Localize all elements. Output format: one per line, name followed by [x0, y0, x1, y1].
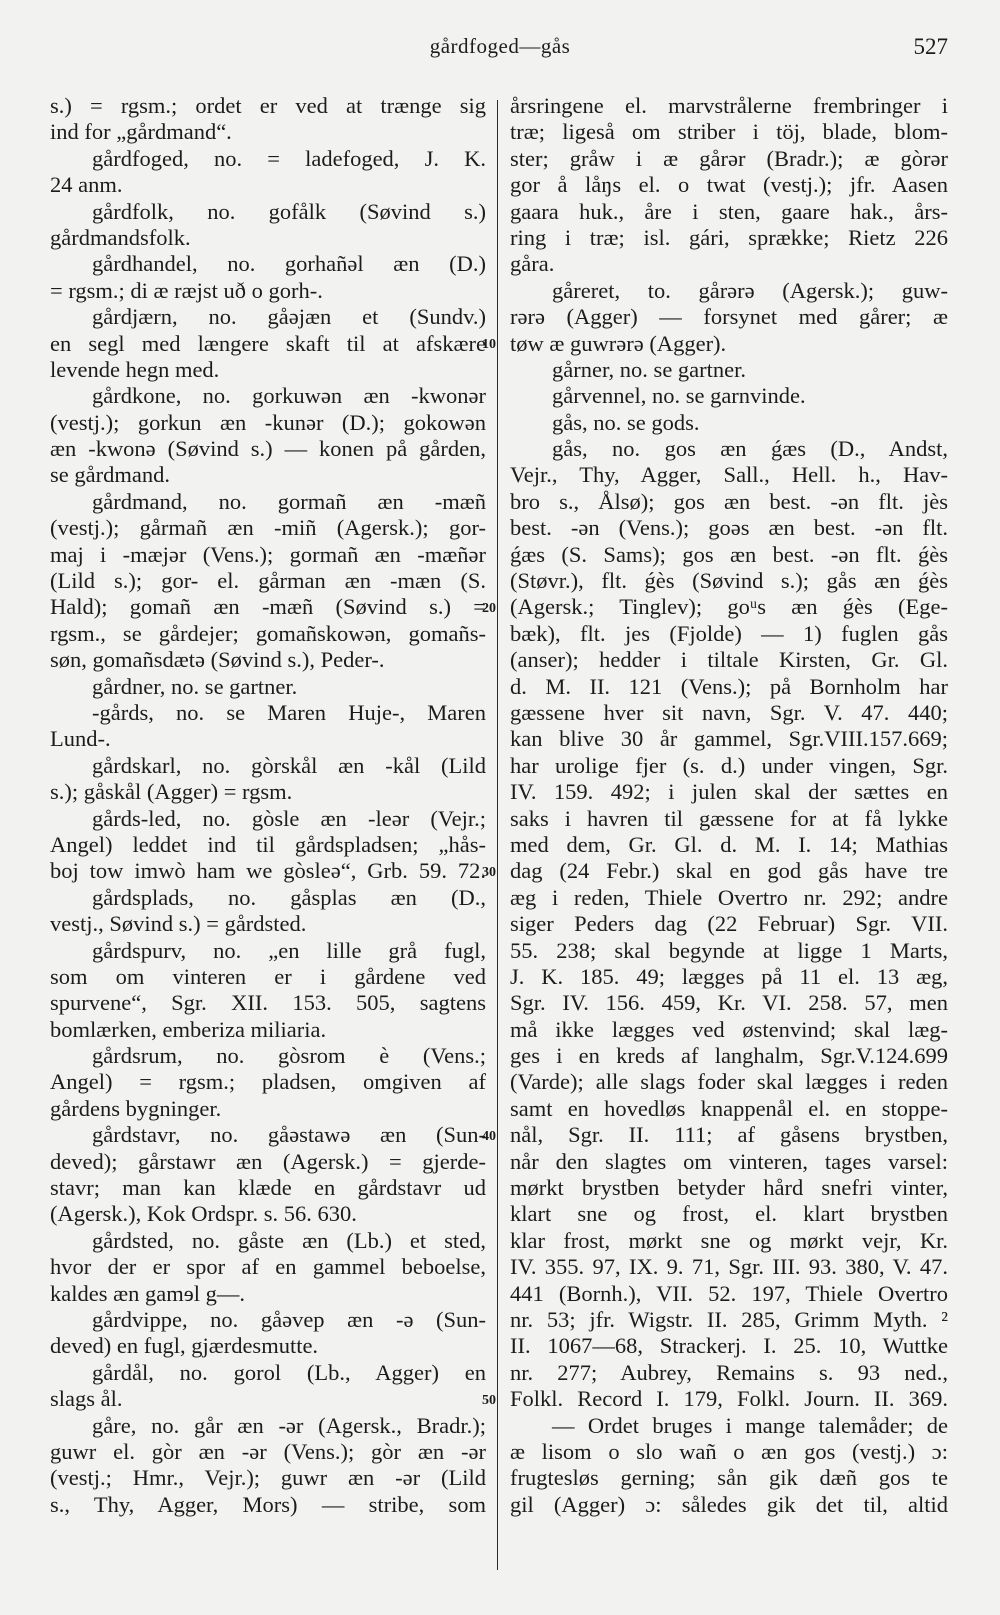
text-line: Angel) leddet ind til gårdspladsen; „hås-: [50, 831, 486, 857]
text-line: se gårdmand.: [50, 462, 170, 488]
text-line: = rgsm.; di æ ræjst uð o gorh-.: [50, 277, 323, 303]
text-line: årsringene el. marvstrålerne frembringer i: [510, 93, 948, 118]
text-line: IV. 355. 97, IX. 9. 71, Sgr. III. 93. 380, V. 47.: [510, 1254, 948, 1280]
line-number: 40: [482, 1128, 496, 1144]
text-line: gåra.: [510, 251, 555, 277]
text-line: gårdspurv, no. „en lille grå fugl,: [92, 937, 486, 963]
text-line: klar frost, mørkt sne og mørkt vejr, Kr.: [510, 1227, 948, 1253]
text-line: gårvennel, no. se garnvinde.: [552, 383, 806, 409]
text-line: saks i havren til gæssene for at få lykke: [510, 805, 948, 831]
text-line: gårdvippe, no. gåəvep æn -ə (Sun-: [92, 1306, 486, 1332]
text-line: nr. 277; Aubrey, Remains s. 93 ned.,: [510, 1359, 948, 1385]
text-line: hvor der er spor af en gammel beboelse,: [50, 1254, 486, 1280]
page-number: 527: [913, 34, 948, 59]
text-line: slags ål.: [50, 1386, 123, 1412]
text-line: (Agersk.; Tinglev); goᵘs æn ǵès (Ege-: [510, 594, 948, 620]
text-line: gårdmandsfolk.: [50, 224, 191, 250]
text-line: mørkt brystben betyder hård snefri vinter,: [510, 1175, 948, 1201]
text-line: deved); gårstawr æn (Agersk.) = gjerde-: [50, 1148, 486, 1174]
text-line: 24 anm.: [50, 172, 123, 198]
text-line: klart sne og frost, el. klart brystben: [510, 1201, 948, 1227]
text-line: gårdfolk, no. gofålk (Søvind s.): [92, 198, 486, 224]
text-line: gåre, no. går æn -ər (Agersk., Bradr.);: [92, 1412, 486, 1438]
text-line: vestj., Søvind s.) = gårdsted.: [50, 911, 307, 937]
text-line: har urolige fjer (s. d.) under vingen, Sgr.: [510, 752, 948, 778]
text-line: gårdjærn, no. gåəjæn et (Sundv.): [92, 304, 486, 330]
text-line: må ikke lægges ved østenvind; skal læg-: [510, 1016, 948, 1042]
text-line: (Varde); alle slags foder skal lægges i reden: [510, 1069, 948, 1095]
text-line: (vestj.; Hmr., Vejr.); guwr æn -ər (Lild: [50, 1465, 486, 1491]
text-line: en segl med længere skaft til at afskære: [50, 330, 486, 356]
text-line: gås, no. se gods.: [552, 409, 700, 435]
text-line: Folkl. Record I. 179, Folkl. Journ. II. 369.: [510, 1386, 948, 1412]
text-line: maj i -mæjər (Vens.); gormañ æn -mæñər: [50, 541, 486, 567]
text-line: frugtesløs gerning; sån gik dæñ gos te: [510, 1465, 948, 1491]
text-line: æn -kwonə (Søvind s.) — konen på gården,: [50, 436, 486, 462]
text-line: gårdskarl, no. gòrskål æn -kål (Lild: [92, 752, 486, 778]
text-line: rgsm., se gårdejer; gomañskowən, gomañs-: [50, 620, 486, 646]
text-line: samt en hovedløs knappenål el. en stoppe-: [510, 1095, 948, 1121]
text-line: gårdål, no. gorol (Lb., Agger) en: [92, 1359, 486, 1385]
right-column: [510, 93, 948, 1518]
text-line: æg i reden, Thiele Overtro nr. 292; andre: [510, 884, 948, 910]
text-line: guwr el. gòr æn -ər (Vens.); gòr æn -ər: [50, 1438, 486, 1464]
running-head: gårdfoged—gås: [429, 34, 571, 58]
text-line: gårdsted, no. gåste æn (Lb.) et sted,: [92, 1227, 486, 1253]
text-line: Hald); gomañ æn -mæñ (Søvind s.) =: [50, 594, 486, 620]
text-line: II. 1067—68, Strackerj. I. 25. 10, Wuttke: [510, 1333, 948, 1359]
text-line: bomlærken, emberiza miliaria.: [50, 1016, 327, 1042]
text-line: — Ordet bruges i mange talemåder; de: [552, 1412, 948, 1438]
text-line: Sgr. IV. 156. 459, Kr. VI. 258. 57, men: [510, 990, 948, 1016]
text-line: Angel) = rgsm.; pladsen, omgiven af: [50, 1069, 486, 1095]
text-line: (anser); hedder i tiltale Kirsten, Gr. Gl.: [510, 647, 948, 673]
text-line: Vejr., Thy, Agger, Sall., Hell. h., Hav-: [510, 462, 948, 488]
text-line: rərə (Agger) — forsynet med gårer; æ: [510, 304, 948, 330]
text-line: gaara huk., åre i sten, gaare hak., års-: [510, 198, 948, 224]
text-line: gårdsplads, no. gåsplas æn (D.,: [92, 884, 486, 910]
column-divider: [497, 100, 498, 1570]
text-line: gåreret, to. gårərə (Agersk.); guw-: [552, 277, 948, 303]
text-line: når den slagtes om vinteren, tages varsel:: [510, 1148, 948, 1174]
text-line: som om vinteren er i gårdene ved: [50, 963, 486, 989]
text-line: (Lild s.); gor- el. gårman æn -mæn (S.: [50, 568, 486, 594]
text-line: tøw æ guwrərə (Agger).: [510, 330, 727, 356]
text-line: ind for „gårdmand“.: [50, 119, 232, 145]
text-line: best. -ən (Vens.); goəs æn best. -ən flt.: [510, 515, 948, 541]
text-line: æ lisom o slo wañ o æn gos (vestj.) ɔ:: [510, 1438, 948, 1464]
text-line: dag (24 Febr.) skal en god gås have tre: [510, 858, 948, 884]
line-number: 30: [482, 864, 496, 880]
left-column: [50, 93, 486, 1518]
text-line: (Støvr.), flt. ǵès (Søvind s.); gås æn ǵès: [510, 568, 948, 594]
text-line: med dem, Gr. Gl. d. M. I. 14; Mathias: [510, 831, 948, 857]
line-number: 20: [482, 600, 496, 616]
line-number: 10: [482, 336, 496, 352]
text-line: gårdkone, no. gorkuwən æn -kwonər: [92, 383, 486, 409]
text-line: s.) = rgsm.; ordet er ved at trænge sig: [50, 93, 486, 118]
text-line: kan blive 30 år gammel, Sgr.VIII.157.669;: [510, 726, 948, 752]
text-line: gårdfoged, no. = ladefoged, J. K.: [92, 145, 486, 171]
line-number: 50: [482, 1392, 496, 1408]
text-line: træ; ligeså om striber i töj, blade, blom-: [510, 119, 948, 145]
text-line: gårdner, no. se gartner.: [92, 673, 298, 699]
text-line: (vestj.); gårmañ æn -miñ (Agersk.); gor-: [50, 515, 486, 541]
text-line: gårdstavr, no. gåəstawə æn (Sun-: [92, 1122, 486, 1148]
text-line: stavr; man kan klæde en gårdstavr ud: [50, 1175, 486, 1201]
text-line: gæssene hver sit navn, Sgr. V. 47. 440;: [510, 699, 948, 725]
text-line: deved) en fugl, gjærdesmutte.: [50, 1333, 319, 1359]
text-line: s.); gåskål (Agger) = rgsm.: [50, 779, 293, 805]
text-line: gås, no. gos æn ǵæs (D., Andst,: [552, 436, 948, 462]
text-line: gårdsrum, no. gòsrom è (Vens.;: [92, 1043, 486, 1069]
text-line: nål, Sgr. II. 111; af gåsens brystben,: [510, 1122, 948, 1148]
text-line: 441 (Bornh.), VII. 52. 197, Thiele Overtro: [510, 1280, 948, 1306]
text-line: gårds-led, no. gòsle æn -leər (Vejr.;: [92, 805, 486, 831]
text-line: gårdens bygninger.: [50, 1095, 222, 1121]
text-line: gårdmand, no. gormañ æn -mæñ: [92, 488, 486, 514]
text-line: gårner, no. se gartner.: [552, 356, 747, 382]
text-line: ges i en kreds af langhalm, Sgr.V.124.699: [510, 1043, 948, 1069]
text-line: gil (Agger) ɔ: således gik det til, altid: [510, 1491, 948, 1517]
text-line: ring i træ; isl. gári, sprække; Rietz 226: [510, 224, 948, 250]
text-line: J. K. 185. 49; lægges på 11 el. 13 æg,: [510, 963, 948, 989]
text-line: d. M. II. 121 (Vens.); på Bornholm har: [510, 673, 948, 699]
text-line: -gårds, no. se Maren Huje-, Maren: [92, 699, 486, 725]
text-line: (Agersk.), Kok Ordspr. s. 56. 630.: [50, 1201, 357, 1227]
text-line: levende hegn med.: [50, 356, 220, 382]
text-line: (vestj.); gorkun æn -kunər (D.); gokowən: [50, 409, 486, 435]
text-line: IV. 159. 492; i julen skal der sættes en: [510, 779, 948, 805]
text-line: siger Peders dag (22 Februar) Sgr. VII.: [510, 911, 948, 937]
text-line: gor å låŋs el. o twat (vestj.); jfr. Aasen: [510, 172, 948, 198]
text-line: søn, gomañsdætə (Søvind s.), Peder-.: [50, 647, 385, 673]
text-line: ǵæs (S. Sams); gos æn best. -ən flt. ǵès: [510, 541, 948, 567]
text-line: Lund-.: [50, 726, 111, 752]
text-line: bæk), flt. jes (Fjolde) — 1) fuglen gås: [510, 620, 948, 646]
text-line: gårdhandel, no. gorhañəl æn (D.): [92, 251, 486, 277]
text-line: nr. 53; jfr. Wigstr. II. 285, Grimm Myth. ²: [510, 1306, 948, 1332]
text-line: bro s., Ålsø); gos æn best. -ən flt. jès: [510, 488, 948, 514]
text-line: 55. 238; skal begynde at ligge 1 Marts,: [510, 937, 948, 963]
text-line: ster; gråw i æ gårər (Bradr.); æ gòrər: [510, 145, 948, 171]
text-line: kaldes æn gamɘl g—.: [50, 1280, 245, 1306]
text-line: spurvene“, Sgr. XII. 153. 505, sagtens: [50, 990, 486, 1016]
text-line: boj tow imwò ham we gòsleə“, Grb. 59. 72.: [50, 858, 486, 884]
text-line: s., Thy, Agger, Mors) — stribe, som: [50, 1491, 486, 1517]
